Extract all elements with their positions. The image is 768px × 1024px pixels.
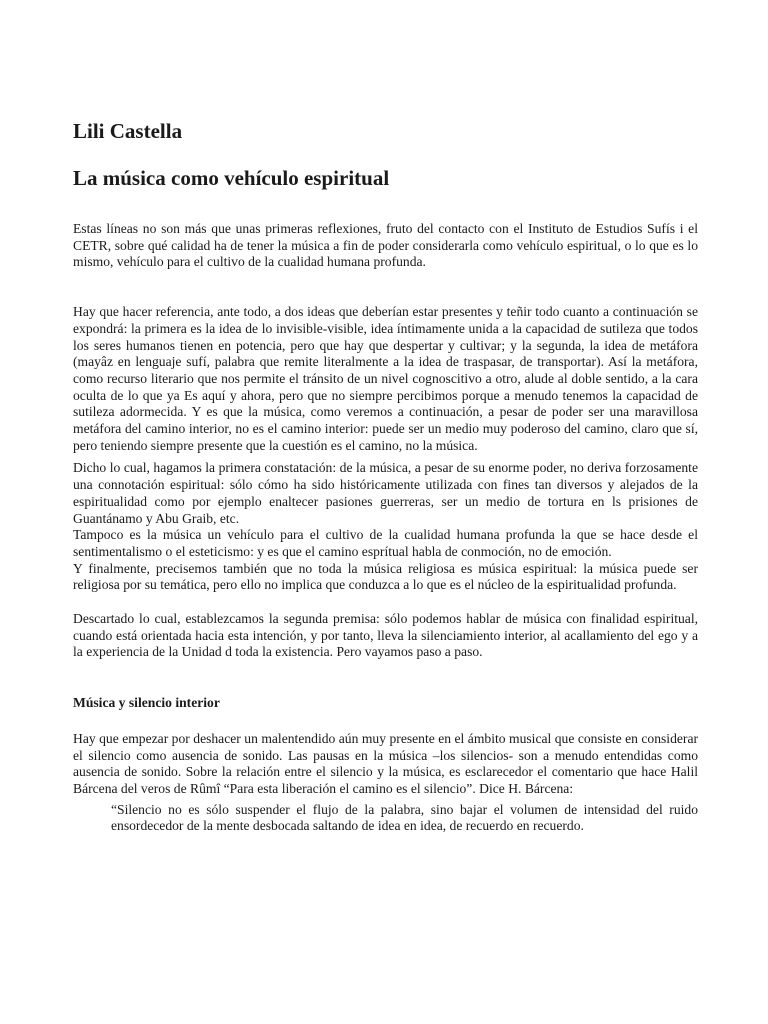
paragraph: Descartado lo cual, establezcamos la segunda premisa: sólo podemos hablar de música con finalidad espiritual, cuando está orientada hacia esta intención, y por tanto, lleva la silenciamiento interior, al acallamiento del ego y a la experiencia de la Unidad d toda la existencia. Pero vayamos paso a paso. [73,611,698,660]
paragraph: Estas líneas no son más que unas primeras reflexiones, fruto del contacto con el Instituto de Estudios Sufís i el CETR, sobre qué calidad ha de tener la música a fin de poder considerarla como vehículo espiritual, o lo que es lo mismo, vehículo para el cultivo de la cualidad humana profunda. [73,221,698,270]
author-name: Lili Castella [73,119,183,143]
document-title: La música como vehículo espiritual [73,166,390,190]
paragraph: Dicho lo cual, hagamos la primera constatación: de la música, a pesar de su enorme poder, no deriva forzosamente una connotación espiritual: sólo cómo ha sido históricamente utilizada con fines tan diversos y alejados de la espiritualidad como por ejemplo enaltecer pasiones guerreras, ser un medio de tortura en ls prisiones de Guantánamo y Abu Graib, etc. [73,460,698,526]
paragraph: Hay que hacer referencia, ante todo, a dos ideas que deberían estar presentes y teñir todo cuanto a continuación se expondrá: la primera es la idea de lo invisible-visible, idea íntimamente unida a la capacidad de sutileza que todos los seres humanos tienen en potencia, pero que hay que despertar y cultivar; y la segunda, la idea de metáfora (mayâz en lenguaje sufí, palabra que remite literalmente a la idea de traspasar, de transportar). Así la metáfora, como recurso literario que nos permite el tránsito de un nivel cognoscitivo a otro, alude al doble sentido, a la cara oculta de lo que ya Es aquí y ahora, pero que no siempre percibimos porque a menudo tenemos la capacidad de sutileza adormecida. Y es que la música, como veremos a continuación, a pesar de poder ser una maravillosa metáfora del camino interior, no es el camino interior: puede ser un medio muy poderoso del camino, claro que sí, pero teniendo siempre presente que la cuestión es el camino, no la música. [73,304,698,453]
section-paragraph: Hay que empezar por deshacer un malentendido aún muy presente en el ámbito musical que consiste en considerar el silencio como ausencia de sonido. Las pausas en la música –los silencios- son a menudo entendidas como ausencia de sonido. Sobre la relación entre el silencio y la música, es esclarecedor el comentario que hace Halil Bárcena del veros de Rûmî “Para esta liberación el camino es el silencio”. Dice H. Bárcena: [73,730,698,796]
block-quote: “Silencio no es sólo suspender el flujo de la palabra, sino bajar el volumen de intensidad del ruido ensordecedor de la mente desbocada saltando de idea en idea, de recuerdo en recuerdo. [111,801,698,834]
paragraph: Tampoco es la música un vehículo para el cultivo de la cualidad humana profunda la que se hace desde el sentimentalismo o el esteticismo: y es que el camino esprítual habla de conmoción, no de emoción. [73,527,698,559]
section-heading: Música y silencio interior [73,695,220,711]
paragraph: Y finalmente, precisemos también que no toda la música religiosa es música espiritual: la música puede ser religiosa por su temática, pero ello no implica que conduzca a lo que es el núcleo de la espiritualidad profunda. [73,560,698,593]
